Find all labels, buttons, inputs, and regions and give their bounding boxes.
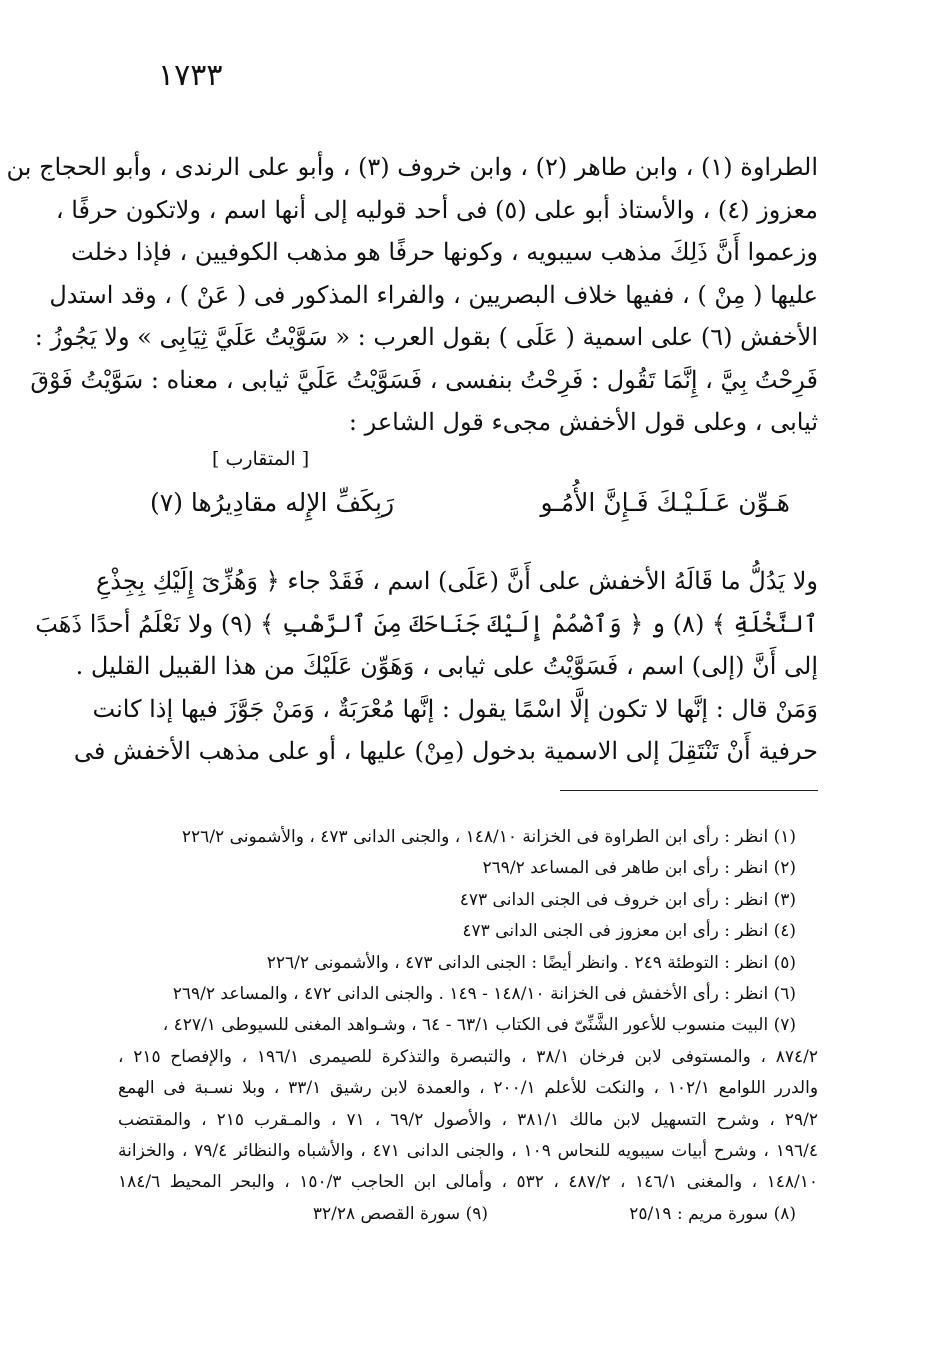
footnote-1: (١) انظر : رأى ابن الطراوة فى الخزانة ١٤٨/١٠ ، والجنى الدانى ٤٧٣ ، والأشمونى ٢٢٦/٢ [181, 827, 796, 847]
footnote-7-continued: ١٤٨/١٠ ، والمغنى ١٤٦/١ ، ٤٨٧/٢ ، ٥٣٢ ، وأمالى ابن الحاجب ١٥٠/٣ ، والبحر المحيط ١٨٤/٦ [118, 1172, 818, 1193]
text-line: معزوز (٤) ، والأستاذ أبو على (٥) فى أحد قوليه إلى أنها اسم ، ولاتكون حرفًا ، [55, 195, 818, 224]
footnote-9: (٩) سورة القصص ٣٢/٢٨ [312, 1203, 488, 1224]
footnote-6: (٦) انظر : رأى الأخفش فى الخزانة ١٤٨/١٠ - ١٤٩ . والجنى الدانى ٤٧٢ ، والمساعد ٢٦٩/٢ [172, 984, 796, 1005]
footnote-7-continued: ٨٧٤/٢ ، والمستوفى لابن فرخان ٣٨/١ ، والتبصرة والتذكرة للصيمرى ١٩٦/١ ، والإفصاح ٢١٥ ، [118, 1046, 818, 1067]
footnote-2: (٢) انظر : رأى ابن طاهر فى المساعد ٢٦٩/٢ [482, 858, 796, 879]
poetry-verse [150, 488, 790, 528]
footnote-5: (٥) انظر : التوطئة ٢٤٩ . وانظر أيضًا : الجنى الدانى ٤٧٣ ، والأشمونى ٢٢٦/٢ [266, 952, 796, 973]
footnote-8: (٨) سورة مريم : ٢٥/١٩ [629, 1203, 796, 1224]
text-line: ٱلنَّخْلَةِ ﴾ (٨) و ﴿ وَٱضْمُمْ إِلَيْكَ جَنَاحَكَ مِنَ ٱلرَّهْبِ ﴾ (٩) ولا نَعْلَمُ أحدًا ذَهَبَ [35, 609, 818, 638]
main-paragraph-2 [35, 560, 818, 773]
text-line: ولا يَدُلُّ ما قَالَهُ الأخفش على أَنَّ (عَلَى) اسم ، فَقَدْ جاء ﴿ وَهُزِّىٓ إِلَيْكِ بِجِذْعِ [95, 567, 818, 595]
footnote-7-continued: ٢٩/٢ ، وشرح التسهيل لابن مالك ٣٨١/١ ، والأصول ٦٩/٢ ، ٧١ ، والمـقرب ٢١٥ ، والمقتضب [118, 1109, 818, 1130]
poetic-meter-label: [ المتقارب ] [212, 448, 310, 470]
verse-second-hemistich: رَبِكَفِّ الإِله مقادِيرُها (٧) [150, 488, 395, 517]
footnotes-8-9-row [118, 1199, 818, 1230]
footnote-7-continued: والدرر اللوامع ١٠٢/١ ، والنكت للأعلم ٢٠٠/١ ، والعمدة لابن رشيق ٣٣/١ ، وبلا نسـبة فى الهمع [118, 1078, 819, 1099]
footnote-7: (٧) البيت منسوب للأعور الشَّنِّىّ فى الكتاب ٦٣/١ - ٦٤ ، وشـواهد المغنى للسيوطى ٤٢٧/١ ، [162, 1015, 796, 1036]
footnote-7-continued: ١٩٦/٤ ، وشرح أبيات سيبويه للنحاس ١٠٩ ، والجنى الدانى ٤٧١ ، والأشباه والنظائر ٧٩/٤ ، والخزانة [118, 1141, 818, 1162]
text-line: الأخفش (٦) على اسمية ( عَلَى ) بقول العرب : « سَوَّيْتُ عَلَيَّ ثِيَابِى » ولا يَجُوزُ : [34, 323, 818, 351]
footnote-separator [560, 790, 818, 791]
text-line: ثيابى ، وعلى قول الأخفش مجىء قول الشاعر : [348, 408, 818, 436]
text-line: فَرِحْتُ بِيَّ ، إِنَّمَا تَقُول : فَرِحْتُ بنفسى ، فَسَوَّيْتُ عَلَيَّ ثيابى ، معناه : سَوَّيْتُ فَوْقَ [30, 365, 818, 394]
text-line: عليها ( مِنْ ) ، ففيها خلاف البصريين ، والفراء المذكور فى ( عَنْ ) ، وقد استدل [49, 280, 818, 309]
text-line: الطراوة (١) ، وابن طاهر (٢) ، وابن خروف (٣) ، وأبو على الرندى ، وأبو الحجاج بن [6, 153, 818, 181]
page-number: ١٧٣٣ [158, 58, 223, 93]
footnote-3: (٣) انظر : رأى ابن خروف فى الجنى الدانى ٤٧٣ [459, 889, 796, 910]
main-paragraph-1 [6, 146, 818, 444]
text-line: وَمَنْ قال : إنَّها لا تكون إلَّا اسْمًا يقول : إنَّها مُعْرَبَةٌ ، وَمَنْ جَوَّزَ فيها إذا كانت [92, 694, 818, 723]
text-line: وزعموا أَنَّ ذَلِكَ مذهب سيبويه ، وكونها حرفًا هو مذهب الكوفيين ، فإذا دخلت [71, 238, 818, 266]
footnote-4: (٤) انظر : رأى ابن معزوز فى الجنى الدانى ٤٧٣ [462, 921, 796, 942]
verse-first-hemistich: هَـوِّن عَـلَـيْـكَ فَـإِنَّ الأُمُـو [540, 488, 790, 517]
text-line: إلى أَنَّ (إلى) اسم ، فَسَوَّيْتُ على ثيابى ، وَهَوِّن عَلَيْكَ من هذا القبيل القليل . [75, 652, 818, 680]
text-line: حرفية أَنْ تَنْتَقِلَ إلى الاسمية بدخول (مِنْ) عليها ، أو على مذهب الأخفش فى [73, 737, 818, 765]
footnotes [118, 822, 818, 1230]
